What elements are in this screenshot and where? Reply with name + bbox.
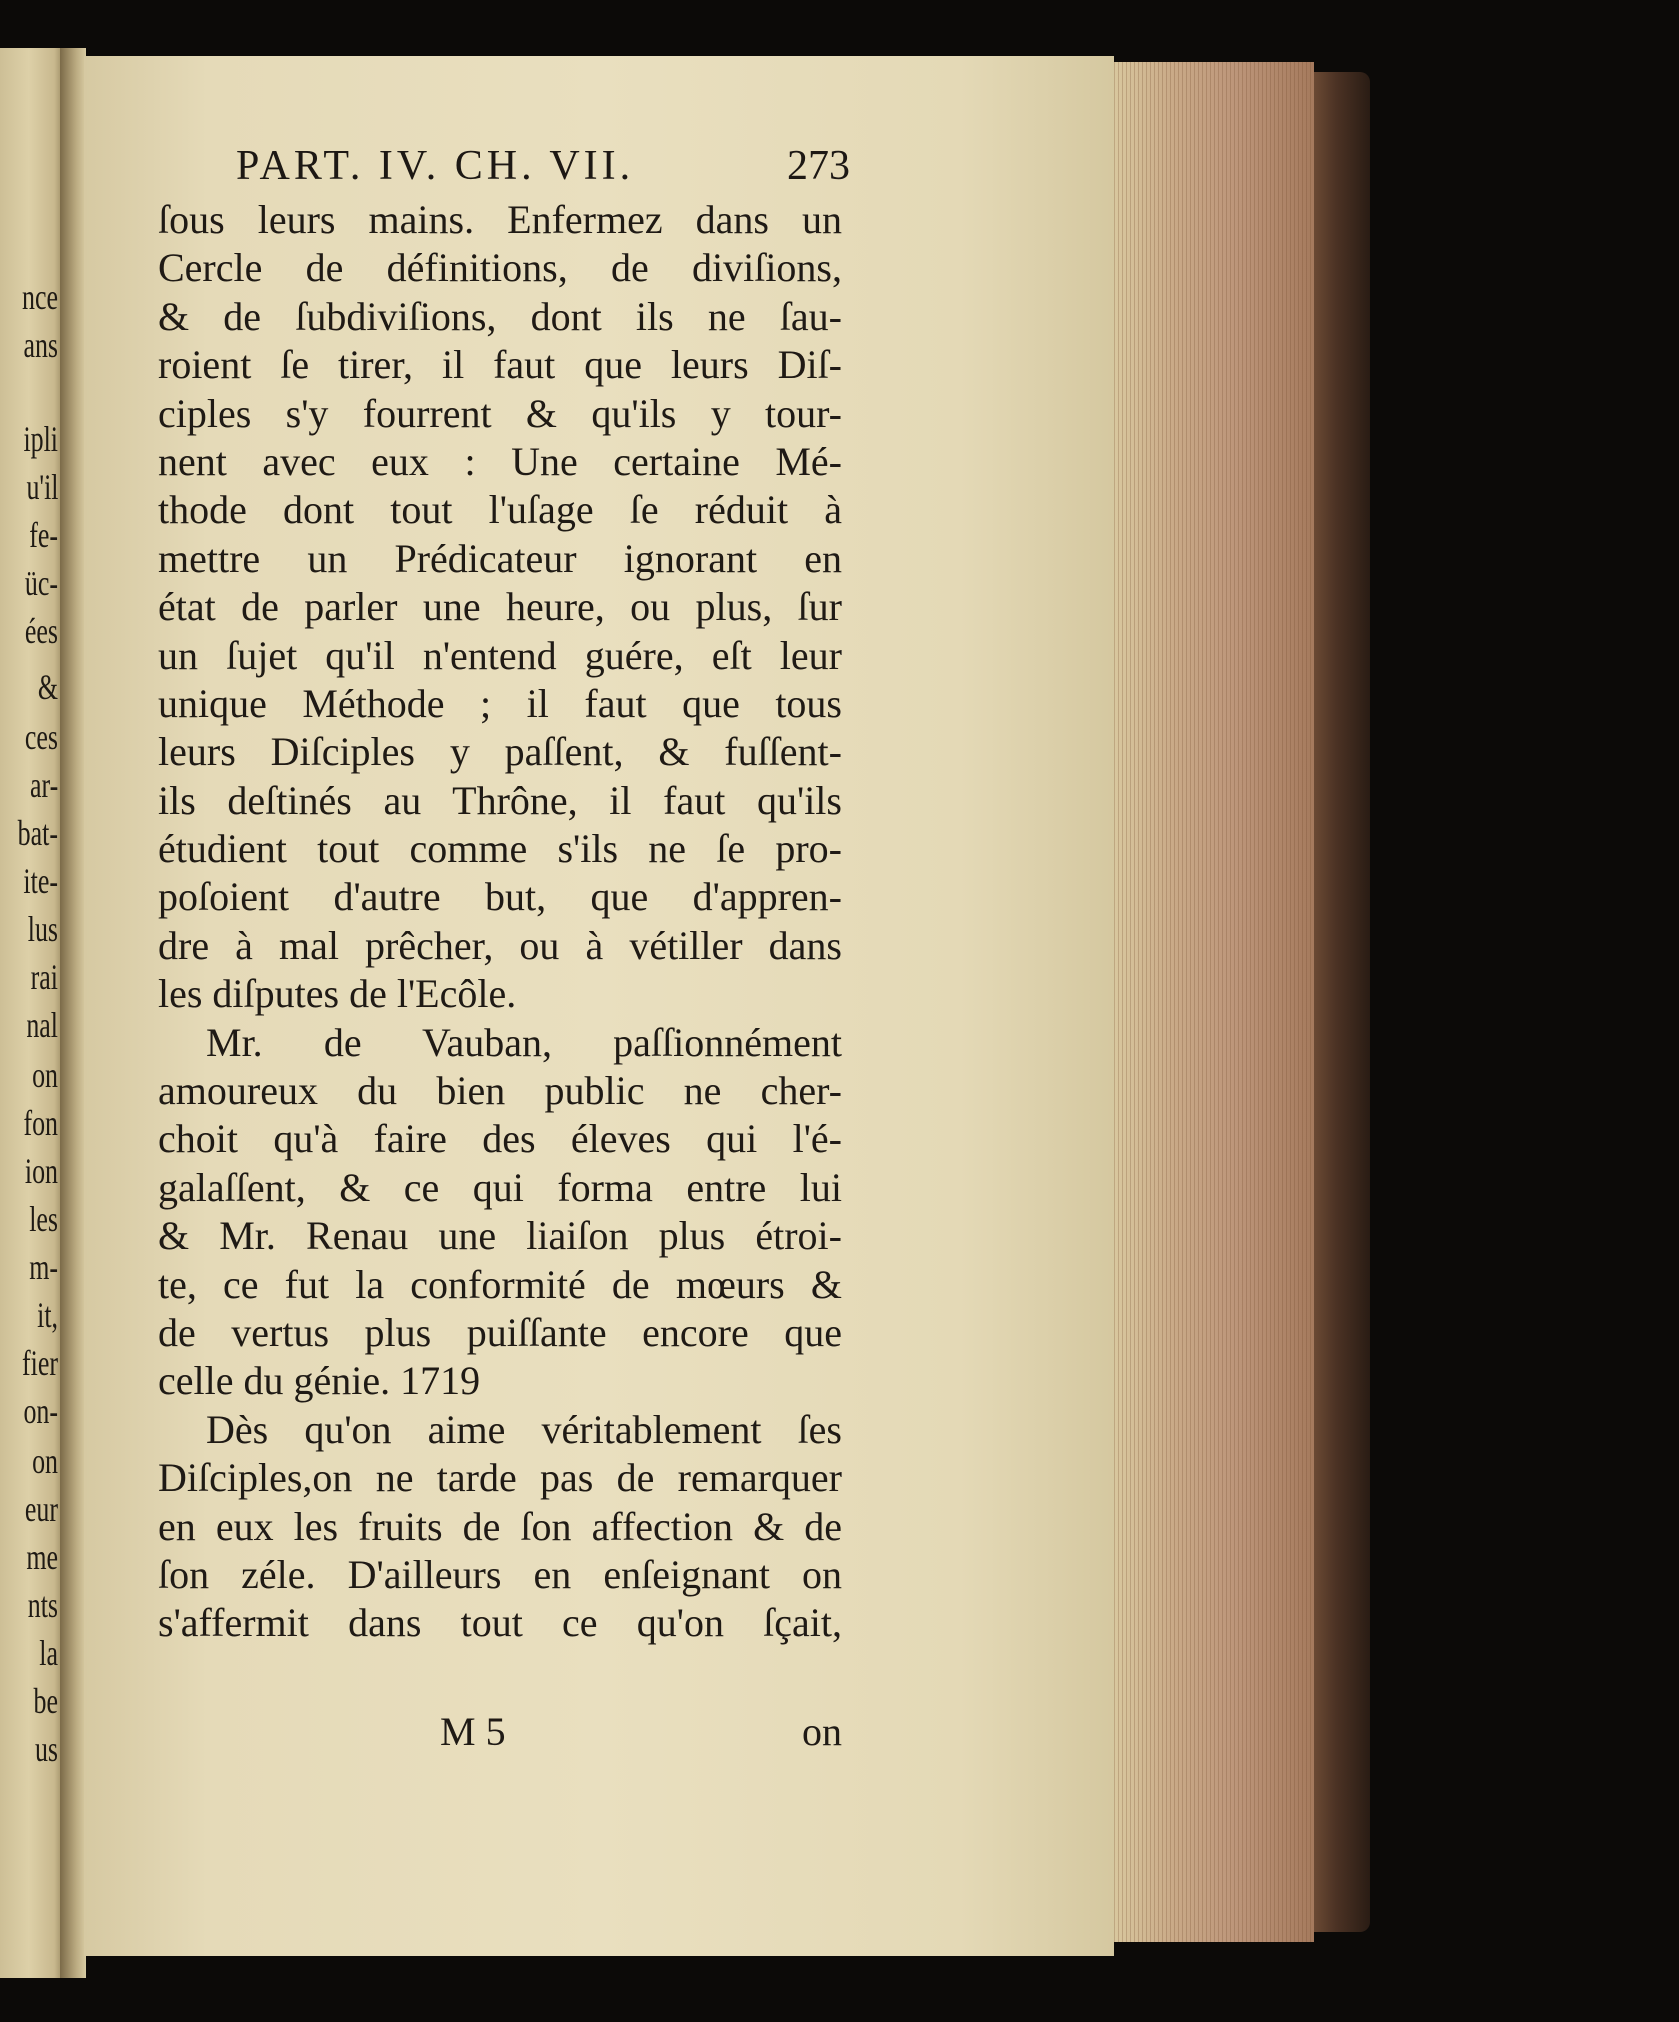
left-page-fragment: us [34,1729,58,1769]
left-page-fragment: ion [24,1151,58,1191]
book-gutter [60,48,86,1978]
text-line: mettre un Prédicateur ignorant en [158,535,842,581]
text-line: & Mr. Renau une liaiſon plus étroi- [158,1213,842,1259]
text-line: de vertus plus puiſſante encore que [158,1309,842,1355]
left-page-fragment: eur [24,1489,58,1529]
text-line: amoureux du bien public ne cher- [158,1068,842,1114]
left-page-fragment: ipli [23,419,58,459]
left-page-fragment: ans [23,325,58,365]
left-page-fragment: fon [23,1103,58,1143]
left-page-fragment: nts [27,1585,58,1625]
text-line: en eux les fruits de ſon affection & de [158,1503,842,1549]
text-line: ciples s'y fourrent & qu'ils y tour- [158,390,842,436]
left-page-fragment: on- [23,1391,58,1431]
text-line: ſous leurs mains. Enfermez dans un [158,197,842,242]
left-page-fragment: it, [37,1295,58,1335]
text-line: choit qu'à faire des éleves qui l'é- [158,1116,842,1162]
left-page-fragment: on [32,1441,58,1481]
left-page-fragment: les [29,1199,58,1239]
paragraph-start-line: Dès qu'on aime véritablement ſes [206,1406,842,1452]
text-line: un ſujet qu'il n'entend guére, eſt leur [158,632,842,678]
left-page-fragment: rai [30,957,58,997]
text-line: Diſciples,on ne tarde pas de remarquer [158,1455,842,1501]
paragraph-end-line: celle du génie. 1719 [158,1358,481,1404]
text-line: nent avec eux : Une certaine Mé- [158,438,842,484]
left-page-fragment: m- [29,1247,58,1287]
left-page-fragment: üc- [24,563,58,603]
text-line: thode dont tout l'uſage ſe réduit à [158,487,842,533]
left-page-fragment: on [32,1055,58,1095]
text-line: ils deſtinés au Thrône, il faut qu'ils [158,777,842,823]
catchword: on [802,1709,842,1754]
text-line: s'affermit dans tout ce qu'on ſçait, [158,1600,842,1646]
left-page-fragment: nce [22,277,58,317]
text-line: ſon zéle. D'ailleurs en enſeignant on [158,1551,842,1597]
text-line: Cercle de définitions, de diviſions, [158,245,842,291]
left-page-fragment: ar- [29,765,58,805]
body-text [158,196,842,1648]
page-block-edge [1114,62,1314,1942]
book-cover-edge [1314,72,1370,1932]
text-line: unique Méthode ; il faut que tous [158,680,842,726]
left-page-fragment: fier [22,1343,58,1383]
text-line: galaſſent, & ce qui forma entre lui [158,1164,842,1210]
left-page-fragment: u'il [25,467,58,507]
previous-page-edge [0,48,64,1978]
text-line: état de parler une heure, ou plus, ſur [158,584,842,630]
page-header [236,142,850,202]
left-page-fragment: bat- [17,813,58,853]
paragraph-end-line: les diſputes de l'Ecôle. [158,971,517,1017]
left-page-fragment: la [39,1633,58,1673]
left-page-fragment: ées [24,611,58,651]
text-line: roient ſe tirer, il faut que leurs Diſ- [158,342,842,388]
left-page-fragment: ces [24,717,58,757]
left-page-fragment: & [37,667,58,707]
text-line: te, ce fut la conformité de mœurs & [158,1261,842,1307]
signature-mark: M 5 [440,1709,506,1754]
text-line: leurs Diſciples y paſſent, & fuſſent- [158,729,842,775]
left-page-fragment: fe- [29,515,58,555]
text-line: & de ſubdiviſions, dont ils ne ſau- [158,293,842,339]
left-page-fragment: me [26,1537,58,1577]
left-page-fragment: ite- [23,861,58,901]
left-page-fragment: be [33,1681,58,1721]
paragraph-start-line: Mr. de Vauban, paſſionnément [206,1019,842,1065]
text-line: dre à mal prêcher, ou à vétiller dans [158,922,842,968]
left-page-fragment: nal [26,1005,58,1045]
page-footer [158,1708,842,1758]
page-number: 273 [787,143,850,189]
running-head: PART. IV. CH. VII. [236,143,635,189]
left-page-fragment: lus [27,909,58,949]
text-line: poſoient d'autre but, que d'appren- [158,874,842,920]
text-line: étudient tout comme s'ils ne ſe pro- [158,826,842,872]
